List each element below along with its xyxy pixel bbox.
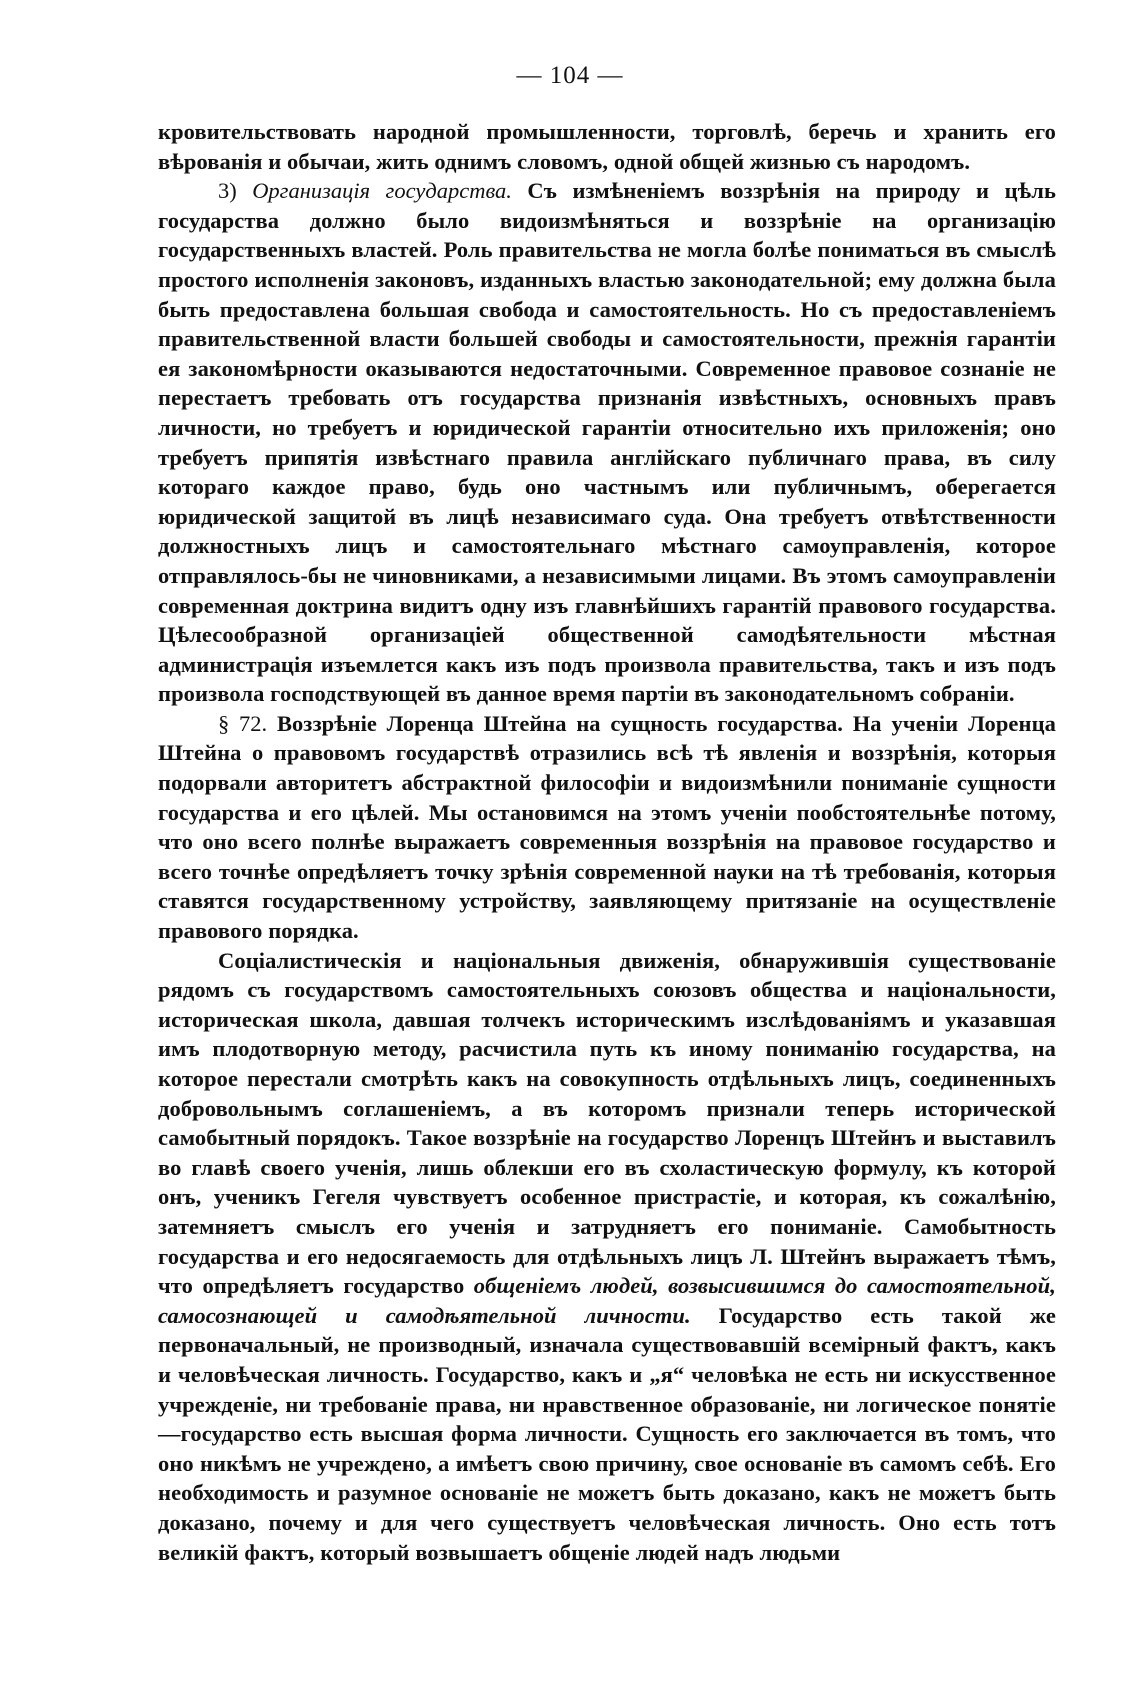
section-number: 3) <box>218 178 237 204</box>
section-number: § 72. <box>218 710 268 736</box>
paragraph-socialist-movements <box>158 946 1056 1567</box>
paragraph-text: Соціалистическія и національныя движенія, обнаружившія существованіе рядомъ съ государствомъ самостоятельныхъ союзовъ общества и національности, историческая школа, давшая толчекъ историческимъ изслѣдованіямъ и указавшая имъ плодотворную методу, расчистила путь къ иному пониманію государства, на которое перестали смотрѣть какъ на совокупность отдѣльныхъ лицъ, соединенныхъ добровольнымъ соглашеніемъ, а въ которомъ признали теперь исторической самобытный порядокъ. Такое воззрѣніе на государство Лоренцъ Штейнъ и выставилъ во главѣ своего ученія, лишь облекши его въ схоластическую формулу, къ которой онъ, ученикъ Гегеля чувствуетъ особенное пристрастіе, и которая, къ сожалѣнію, затемняетъ смыслъ его ученія и затрудняетъ его пониманіе. Самобытность государства и его недосягаемость для отдѣльныхъ лицъ Л. Штейнъ выражаетъ тѣмъ, что опредѣляетъ государство <box>158 947 1056 1299</box>
paragraph-text: На ученіи Лоренца Штейна о правовомъ государствѣ отразились всѣ тѣ явленія и воззрѣнія, которыя подорвали авторитетъ абстрактной философіи и видоизмѣнили пониманіе сущности государства и его цѣлей. Мы остановимся на этомъ ученіи пообстоятельнѣе потому, что оно всего полнѣе выражаетъ современныя воззрѣнія на правовое государство и всего точнѣе опредѣляетъ точку зрѣнія современной науки на тѣ требованія, которыя ставятся государственному устройству, заявляющему притязаніе на осуществленіе правового порядка. <box>158 710 1056 944</box>
page-body <box>158 117 1056 1567</box>
paragraph-text: кровительствовать народной промышленности, торговлѣ, беречь и хранить его вѣрованія и обычаи, жить однимъ словомъ, одной общей жизнью съ народомъ. <box>158 119 1056 174</box>
page-number: — 104 — <box>516 62 624 89</box>
paragraph-continuation <box>158 117 1056 176</box>
section-heading: Воззрѣніе Лоренца Штейна на сущность государства. <box>277 710 843 736</box>
paragraph-text: Съ измѣненіемъ воззрѣнія на природу и цѣль государства должно было видоизмѣняться и воззрѣніе на организацію государственныхъ властей. Роль правительства не могла болѣе пониматься въ смыслѣ простого исполненія законовъ, изданныхъ властью законодательной; ему должна была быть предоставлена большая свобода и самостоятельность. Но съ предоставленіемъ правительственной власти большей свободы и самостоятельности, прежнія гарантіи ея закономѣрности оказываются недостаточными. Современное правовое сознаніе не перестаетъ требовать отъ государства признанія извѣстныхъ, основныхъ правъ личности, но требуетъ и юридической гарантіи относительно ихъ приложенія; оно требуетъ припятія извѣстнаго правила англійскаго публичнаго права, въ силу котораго каждое право, будь оно частнымъ или публичнымъ, оберегается юридической защитой въ лицѣ независимаго суда. Она требуетъ отвѣтственности должностныхъ лицъ и самостоятельнаго мѣстнаго самоуправленія, которое отправлялось-бы не чиновниками, а независимыми лицами. Въ этомъ самоуправленіи современная доктрина видитъ одну изъ главнѣйшихъ гарантій правового государства. Цѣлесообразной организаціей общественной самодѣятельности мѣстная администрація изъемлется какъ изъ подъ произвола правительства, такъ и изъ подъ произвола господствующей въ данное время партіи въ законодательномъ собраніи. <box>158 178 1056 707</box>
section-heading: Организація государства. <box>252 178 512 204</box>
emphasized-definition: общеніемъ людей, возвысившимся до самостоятельной, самосознающей и самодѣятельной личности. <box>158 1273 1057 1328</box>
paragraph-section-72 <box>158 709 1056 946</box>
paragraph-text: Государство есть такой же первоначальный, не производный, изначала существовавшій всемірный фактъ, какъ и человѣческая личность. Государство, какъ и „я“ человѣка не есть ни искусственное учрежденіе, ни требованіе права, ни нравственное образованіе, ни логическое понятіе—государство есть высшая форма личности. Сущность его заключается въ томъ, что оно никѣмъ не учреждено, а имѣетъ свою причину, свое основаніе въ самомъ себѣ. Его необходимость и разумное основаніе не можетъ быть доказано, какъ не можетъ быть доказано, почему и для чего существуетъ человѣческая личность. Оно есть тотъ великій фактъ, который возвышаетъ общеніе людей надъ людьми <box>158 1302 1057 1565</box>
paragraph-organization <box>158 176 1056 709</box>
